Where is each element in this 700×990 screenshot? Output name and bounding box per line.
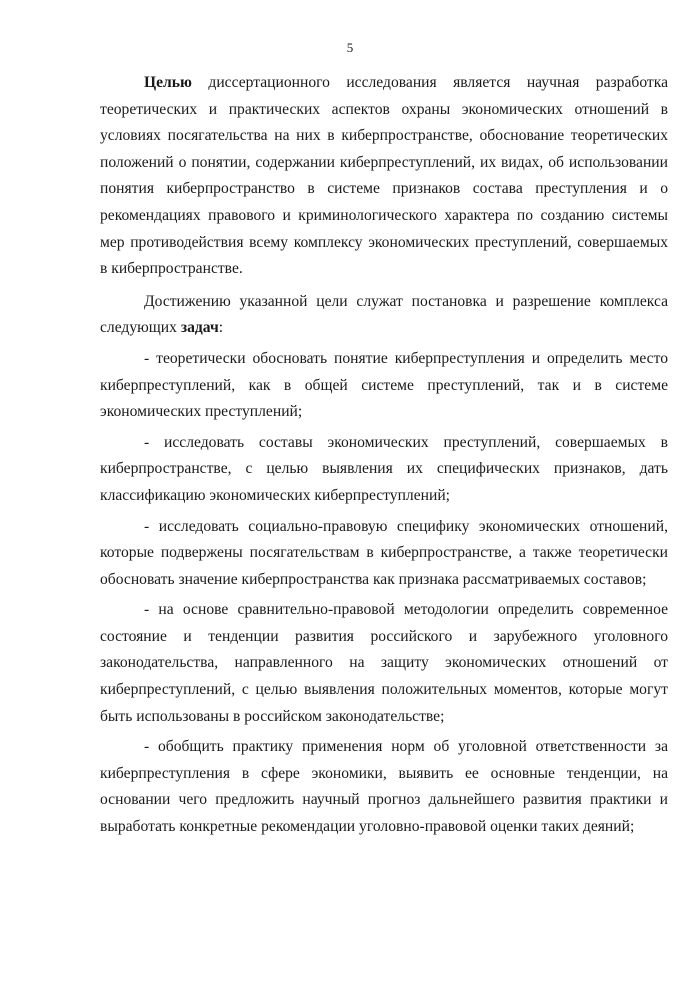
task-item-5: - обобщить практику применения норм об уголовной ответственности за киберпреступления в сфере экономики, выявить ее основные тенденции, на основании чего предложить научный прогноз дальнейшего развития практики и выработать конкретные рекомендации уголовно-правовой оценки таких деяний; bbox=[100, 738, 668, 836]
document-body bbox=[100, 70, 668, 841]
task-item-2: - исследовать составы экономических преступлений, совершаемых в киберпространстве, с целью выявления их специфических признаков, дать классификацию экономических киберпреступлений; bbox=[100, 433, 668, 504]
tasks-intro-after: : bbox=[218, 319, 224, 337]
page-number: 5 bbox=[346, 40, 354, 55]
task-item-3: - исследовать социально-правовую специфику экономических отношений, которые подвержены посягательствам в киберпространстве, а также теоретически обосновать значение киберпространства как признака рассматриваемых составов; bbox=[100, 517, 668, 588]
goal-lead-word: Целью bbox=[144, 74, 192, 91]
task-item-4: - на основе сравнительно-правовой методологии определить современное состояние и тенденции развития российского и зарубежного уголовного законодательства, направленного на защиту экономических отношений от киберпреступлений, с целью выявления положительных моментов, которые могут быть использованы в российском законодательстве; bbox=[100, 601, 668, 725]
tasks-intro-paragraph bbox=[100, 289, 668, 342]
tasks-intro-text: Достижению указанной цели служат постановка и разрешение комплекса следующих bbox=[100, 292, 668, 337]
goal-paragraph bbox=[100, 70, 668, 283]
task-item-1: - теоретически обосновать понятие киберпреступления и определить место киберпреступлений, как в общей системе преступлений, так и в системе экономических преступлений; bbox=[100, 349, 668, 421]
goal-text: диссертационного исследования является научная разработка теоретических и практических аспектов охраны экономических отношений в условиях посягательства на них в киберпространстве, обоснование теоретических положений о понятии, содержании киберпреступлений, их видах, об использовании понятия киберпространство в системе признаков состава преступления и о рекомендациях правового и криминологического характера по созданию системы мер противодействия всему комплексу экономических преступлений, совершаемых в киберпространстве. bbox=[100, 74, 668, 278]
tasks-intro-bold: задач bbox=[180, 319, 219, 337]
